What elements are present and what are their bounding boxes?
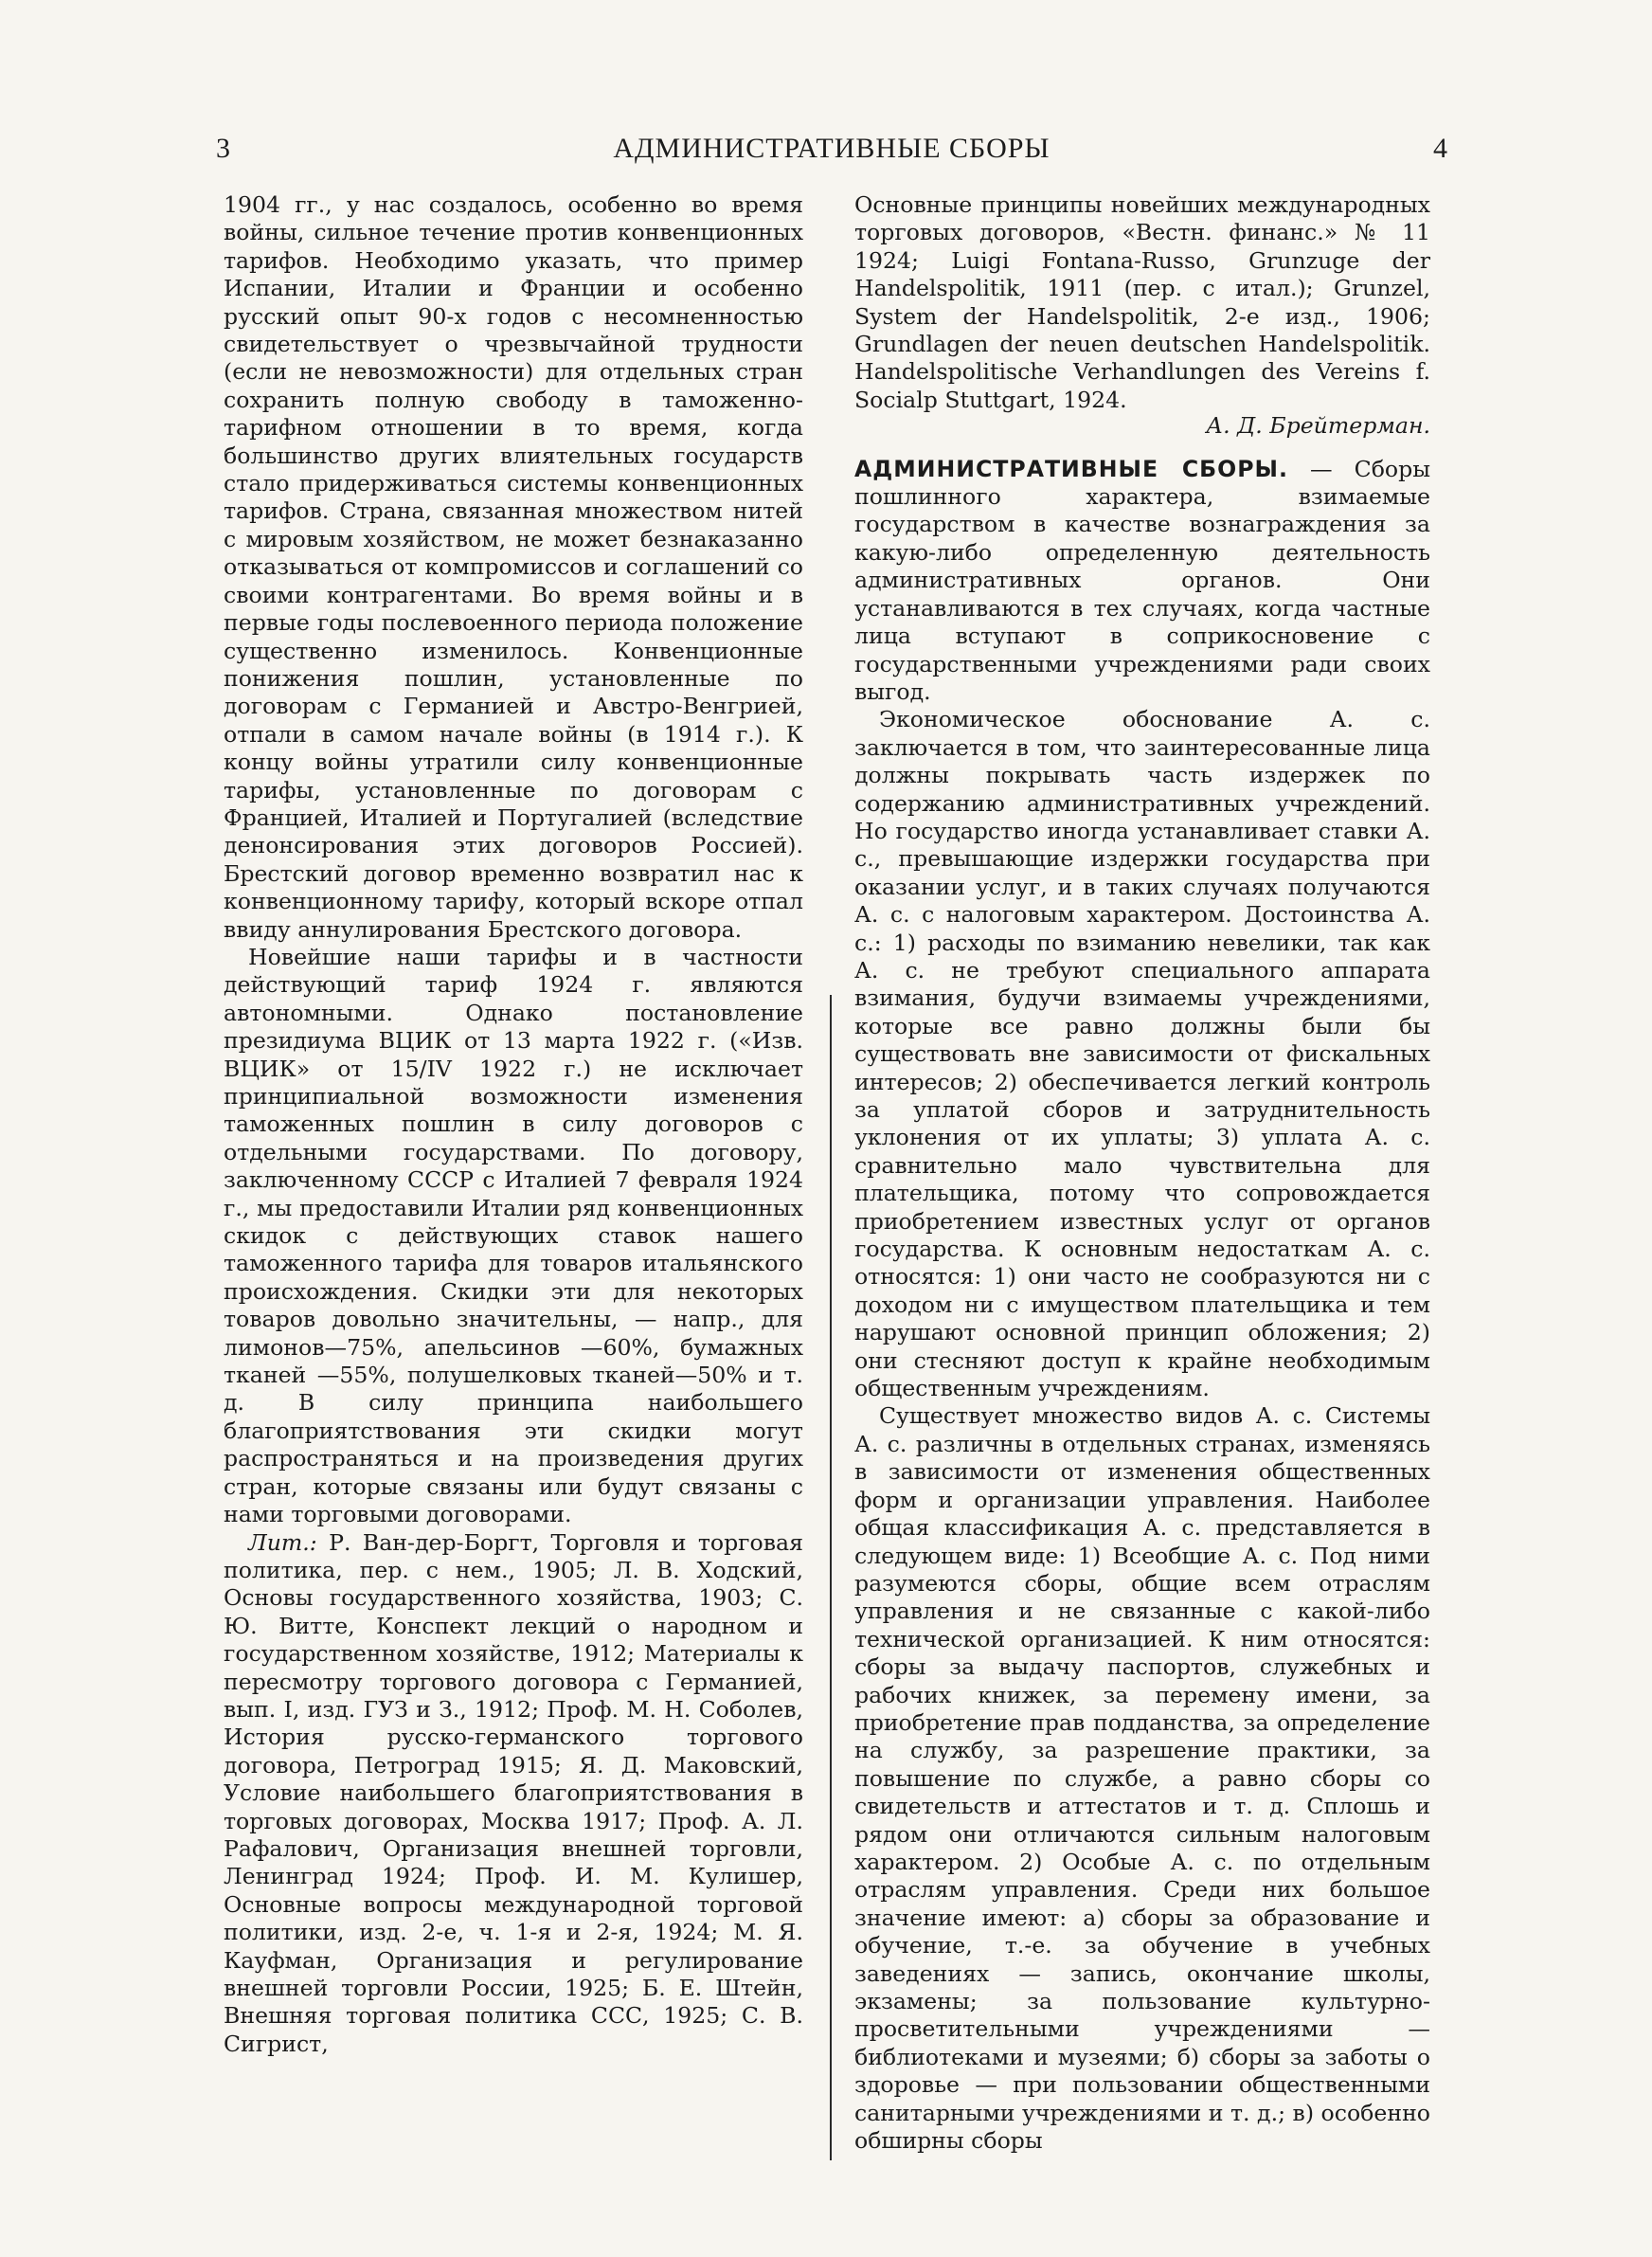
literature-label: Лит.: <box>248 1528 317 1556</box>
literature-list: Р. Ван-дер-Боргт, Торговля и торговая политика, пер. с нем., 1905; Л. В. Ходский, Основы государственного хозяйства, 1903; С. Ю. Витте, Конспект лекций о народном и государственном хозяйстве, 1912; Материалы к пересмотру торгового договора с Германией, вып. I, изд. ГУЗ и З., 1912; Проф. М. Н. Соболев, История русско-германского торгового договора, Петроград 1915; Я. Д. Маковский, Условие наибольшего благоприятствования в торговых договорах, Москва 1917; Проф. А. Л. Рафалович, Организация внешней торговли, Ленинград 1924; Проф. И. М. Кулишер, Основные вопросы международной торговой политики, изд. 2-е, ч. 1-я и 2-я, 1924; М. Я. Кауфман, Организация и регулирование внешней торговли России, 1925; Б. Е. Штейн, Внешняя торговая политика ССС, 1925; С. В. Сигрист, <box>224 1528 803 2057</box>
entry-gap <box>854 441 1430 456</box>
page-number-right: 4 <box>1433 133 1447 164</box>
column-divider <box>830 995 832 2160</box>
left-paragraph-1: 1904 гг., у нас создалось, особенно во время войны, сильное течение против конвенционных тарифов. Необходимо указать, что пример Испании, Италии и Франции и особенно русский опыт 90-х годов с несомненностью свидетельствует о чрезвычайной трудности (если не невозможности) для отдельных стран сохранить полную свободу в таможенно-тарифном отношении в то время, когда большинство других влиятельных государств стало придерживаться системы конвенционных тарифов. Страна, связанная множеством нитей с мировым хозяйством, не может безнаказанно отказываться от компромиссов и соглашений со своими контрагентами. Во время войны и в первые годы послевоенного периода положение существенно изменилось. Конвенционные понижения пошлин, установленные по договорам с Германией и Австро-Венгрией, отпали в самом начале войны (в 1914 г.). К концу войны утратили силу конвенционные тарифы, установленные по договорам с Францией, Италией и Португалией (вследствие денонсирования этих договоров Россией). Брестский договор временно возвратил нас к конвенционному тарифу, который вскоре отпал ввиду аннулирования Брестского договора. <box>224 191 803 943</box>
author-signature: А. Д. Брейтерман. <box>1206 412 1430 440</box>
running-header <box>216 133 1447 171</box>
entry-paragraph-2: Экономическое обоснование А. с. заключается в том, что заинтересованные лица должны покрывать часть издержек по содержанию административных учреждений. Но государство иногда устанавливает ставки А. с., превышающие издержки государства при оказании услуг, и в таких случаях получаются А. с. с налоговым характером. Достоинства А. с.: 1) расходы по взиманию невелики, так как А. с. не требуют специального аппарата взимания, будучи взимаемы учреждениями, которые все равно должны были бы существовать вне зависимости от фискальных интересов; 2) обеспечивается легкий контроль за уплатой сборов и затруднительность уклонения от их уплаты; 3) уплата А. с. сравнительно мало чувствительна для плательщика, потому что сопровождается приобретением известных услуг от органов государства. К основным недостаткам А. с. относятся: 1) они часто не сообразуются ни с доходом ни с имуществом плательщика и тем нарушают основной принцип обложения; 2) они стесняют доступ к крайне необходимым общественным учреждениям. <box>854 706 1430 1402</box>
literature-continuation: Основные принципы новейших международных торговых договоров, «Вестн. финанс.» № 11 1924; Luigi Fontana-Russo, Grunzuge der Handelspolitik, 1911 (пер. с итал.); Grunzel, System der Handelspolitik, 2-е изд., 1906; Grundlagen der neuen deutschen Handelspolitik. Handelspolitische Verhandlungen des Vereins f. Socialp Stuttgart, 1924. <box>854 191 1430 413</box>
right-column <box>854 191 1430 2155</box>
entry-definition: — Сборы пошлинного характера, взимаемые государством в качестве вознаграждения за какую-либо определенную деятельность административных органов. Они устанавливаются в тех случаях, когда частные лица вступают в соприкосновение с государственными учреждениями ради своих выгод. <box>854 455 1430 705</box>
entry-paragraph-3: Существует множество видов А. с. Системы А. с. различны в отдельных странах, изменяясь в зависимости от изменения общественных форм и организации управления. Наиболее общая классификация А. с. представляется в следующем виде: 1) Всеобщие А. с. Под ними разумеются сборы, общие всем отраслям управления и не связанные с какой-либо технической организацией. К ним относятся: сборы за выдачу паспортов, служебных и рабочих книжек, за перемену имени, за приобретение прав подданства, за определение на службу, за разрешение практики, за повышение по службе, а равно сборы со свидетельств и аттестатов и т. д. Сплошь и рядом они отличаются сильным налоговым характером. 2) Особые А. с. по отдельным отраслям управления. Среди них большое значение имеют: а) сборы за образование и обучение, т.-е. за обучение в учебных заведениях — запись, окончание школы, экзамены; за пользование культурно-просветительными учреждениями — библиотеками и музеями; б) сборы за заботы о здоровье — при пользовании общественными санитарными учреждениями и т. д.; в) особенно обширны сборы <box>854 1402 1430 2155</box>
entry-heading: АДМИНИСТРАТИВНЫЕ СБОРЫ. <box>854 455 1288 482</box>
literature-block <box>224 1529 803 2059</box>
entry-paragraph-1 <box>854 456 1430 707</box>
left-paragraph-2: Новейшие наши тарифы и в частности действующий тариф 1924 г. являются автономными. Однако постановление президиума ВЦИК от 13 марта 1922 г. («Изв. ВЦИК» от 15/IV 1922 г.) не исключает принципиальной возможности изменения таможенных пошлин в силу договоров с отдельными государствами. По договору, заключенному СССР с Италией 7 февраля 1924 г., мы предоставили Италии ряд конвенционных скидок с действующих ставок нашего таможенного тарифа для товаров итальянского происхождения. Скидки эти для некоторых товаров довольно значительны, — напр., для лимонов—75%, апельсинов —60%, бумажных тканей —55%, полушелковых тканей—50% и т. д. В силу принципа наибольшего благоприятствования эти скидки могут распространяться и на произведения других стран, которые связаны или будут связаны с нами торговыми договорами. <box>224 943 803 1528</box>
left-column <box>224 191 803 2058</box>
page-title: АДМИНИСТРАТИВНЫЕ СБОРЫ <box>613 133 1050 164</box>
page-number-left: 3 <box>216 133 230 164</box>
